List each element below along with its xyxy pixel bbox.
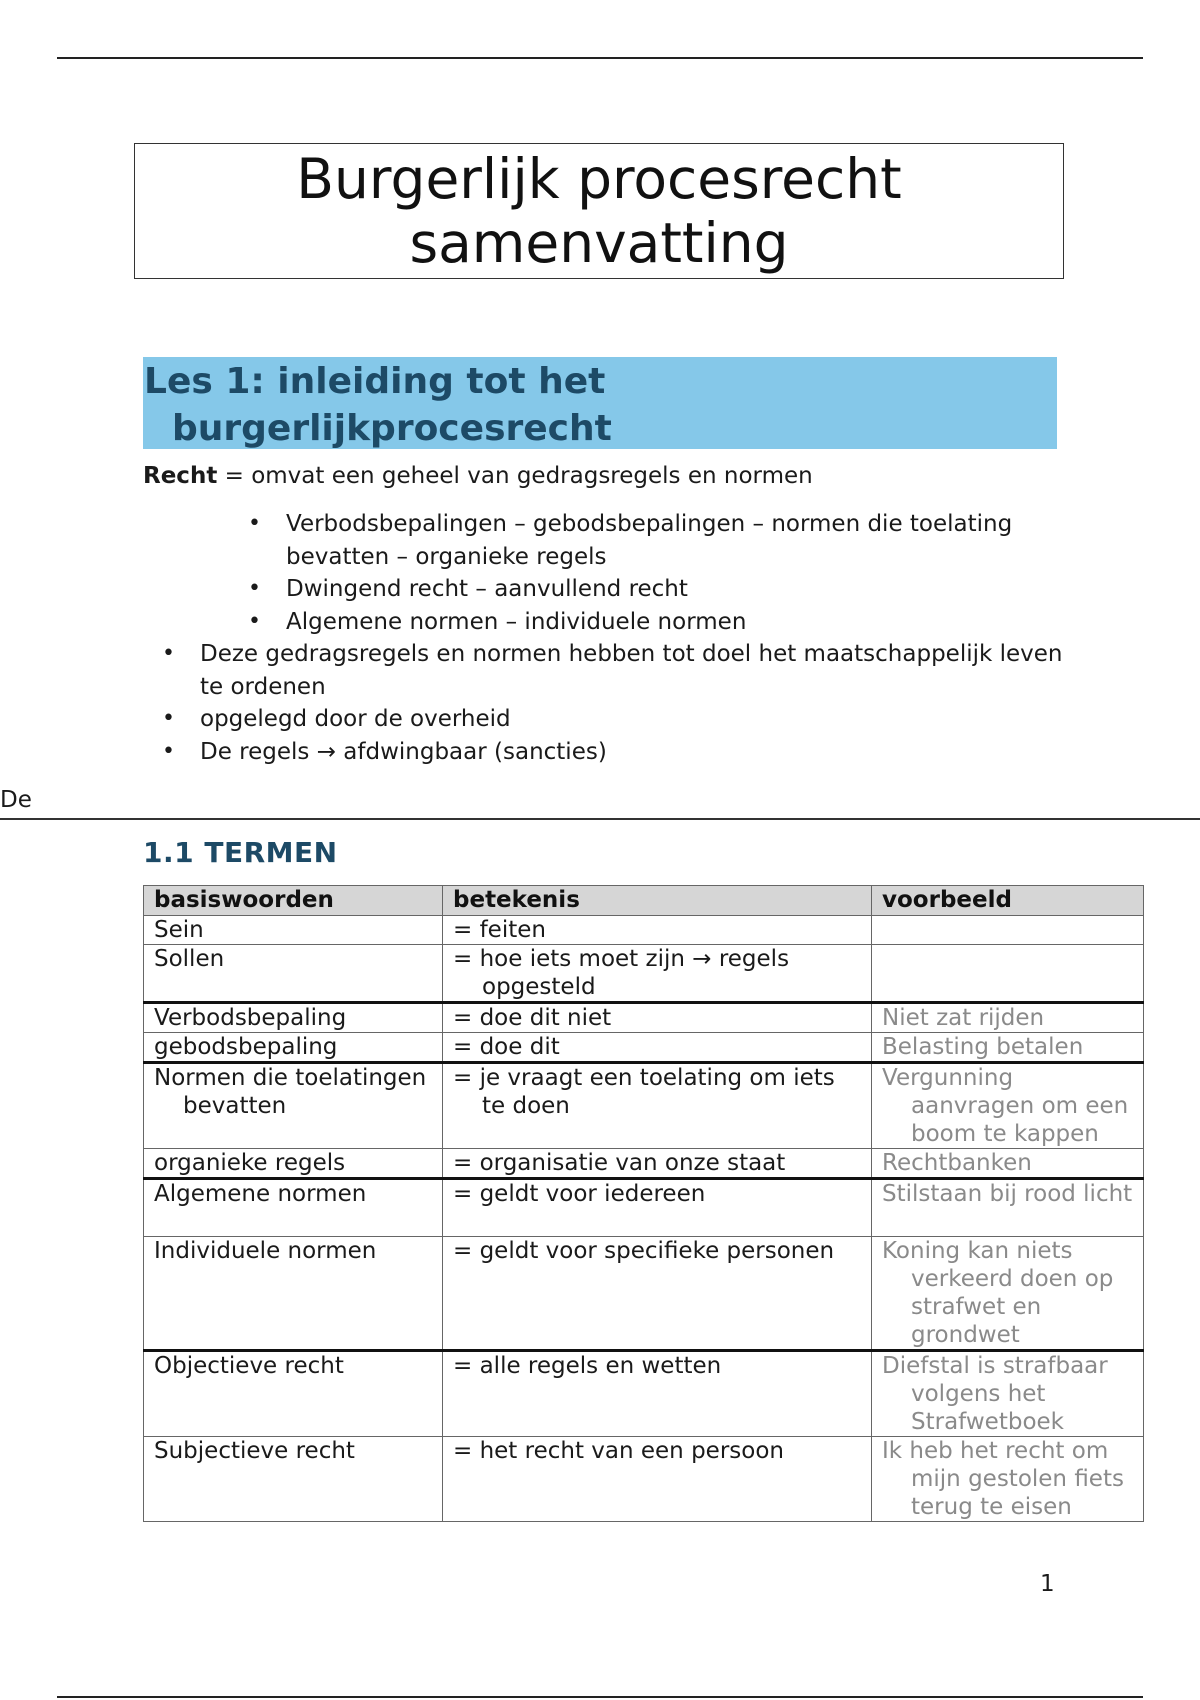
term-cell: Normen die toelatingen bevatten: [144, 1063, 443, 1149]
meaning-cell: = doe dit: [443, 1033, 872, 1063]
column-header: basiswoorden: [144, 886, 443, 916]
example-cell: [872, 945, 1144, 1003]
example-cell: Rechtbanken: [872, 1149, 1144, 1179]
term-cell: Verbodsbepaling: [144, 1003, 443, 1033]
term-cell: gebodsbepaling: [144, 1033, 443, 1063]
list-item: • Verbodsbepalingen – gebodsbepalingen – normen die toelating bevatten – organieke regels: [286, 508, 1076, 573]
example-cell: Stilstaan bij rood licht: [872, 1179, 1144, 1237]
table-row: [144, 1149, 1144, 1179]
table-row: [144, 1063, 1144, 1149]
table-row: [144, 1237, 1144, 1351]
meaning-cell: = alle regels en wetten: [443, 1351, 872, 1437]
example-cell: Belasting betalen: [872, 1033, 1144, 1063]
meaning-cell: = het recht van een persoon: [443, 1437, 872, 1522]
example-cell: Koning kan niets verkeerd doen op strafwet en grondwet: [872, 1237, 1144, 1351]
terms-table: [143, 885, 1144, 1522]
term-cell: Sollen: [144, 945, 443, 1003]
definition-term: Recht: [143, 463, 218, 489]
example-cell: Niet zat rijden: [872, 1003, 1144, 1033]
list-item: • Deze gedragsregels en normen hebben tot doel het maatschappelijk leven te ordenen: [200, 638, 1070, 703]
page-number: 1: [1040, 1571, 1055, 1597]
table-row: [144, 1351, 1144, 1437]
table-row: [144, 916, 1144, 945]
column-header: voorbeeld: [872, 886, 1144, 916]
example-cell: [872, 916, 1144, 945]
section-heading: 1.1 TERMEN: [143, 836, 338, 869]
title-line-2: samenvatting: [409, 211, 789, 275]
bullet-icon: •: [248, 576, 261, 601]
bullet-icon: •: [162, 641, 175, 666]
meaning-cell: = organisatie van onze staat: [443, 1149, 872, 1179]
table-row: [144, 1437, 1144, 1522]
bullet-icon: •: [248, 511, 261, 536]
table-row: [144, 1033, 1144, 1063]
bottom-rule: [57, 1696, 1143, 1698]
table-header-row: [144, 886, 1144, 916]
lesson-heading-line-1: Les 1: inleiding tot het: [144, 361, 606, 402]
lesson-heading: [143, 357, 1057, 449]
list-item: • opgelegd door de overheid: [200, 703, 1070, 736]
bullet-icon: •: [248, 608, 261, 634]
list-item: • Algemene normen – individuele normen: [286, 606, 1076, 639]
definition-text: = omvat een geheel van gedragsregels en normen: [217, 463, 813, 489]
meaning-cell: = geldt voor iedereen: [443, 1179, 872, 1237]
list-item: • De regels → afdwingbaar (sancties): [200, 736, 1070, 769]
column-header: betekenis: [443, 886, 872, 916]
meaning-cell: = feiten: [443, 916, 872, 945]
lesson-heading-line-2: burgerlijkprocesrecht: [172, 408, 612, 449]
meaning-cell: = doe dit niet: [443, 1003, 872, 1033]
top-rule: [57, 57, 1143, 59]
document-title: [134, 143, 1064, 279]
example-cell: Ik heb het recht om mijn gestolen fiets terug te eisen: [872, 1437, 1144, 1522]
table-row: [144, 1003, 1144, 1033]
meaning-cell: = je vraagt een toelating om iets te doen: [443, 1063, 872, 1149]
term-cell: Sein: [144, 916, 443, 945]
list-item: • Dwingend recht – aanvullend recht: [286, 573, 1076, 606]
example-cell: Vergunning aanvragen om een boom te kappen: [872, 1063, 1144, 1149]
table-row: [144, 1179, 1144, 1237]
title-line-1: Burgerlijk procesrecht: [296, 147, 902, 211]
term-cell: Individuele normen: [144, 1237, 443, 1351]
stray-text: De: [0, 787, 32, 813]
example-cell: Diefstal is strafbaar volgens het Strafwetboek: [872, 1351, 1144, 1437]
outer-bullet-list: [162, 638, 1070, 768]
bullet-icon: •: [162, 706, 175, 731]
section-rule: [0, 818, 1200, 820]
bullet-icon: •: [162, 738, 175, 764]
inner-bullet-list: [248, 508, 1076, 638]
meaning-cell: = hoe iets moet zijn → regels opgesteld: [443, 945, 872, 1003]
term-cell: Algemene normen: [144, 1179, 443, 1237]
term-cell: Objectieve recht: [144, 1351, 443, 1437]
table-row: [144, 945, 1144, 1003]
term-cell: Subjectieve recht: [144, 1437, 443, 1522]
term-cell: organieke regels: [144, 1149, 443, 1179]
definition-paragraph: [143, 460, 813, 493]
meaning-cell: = geldt voor specifieke personen: [443, 1237, 872, 1351]
